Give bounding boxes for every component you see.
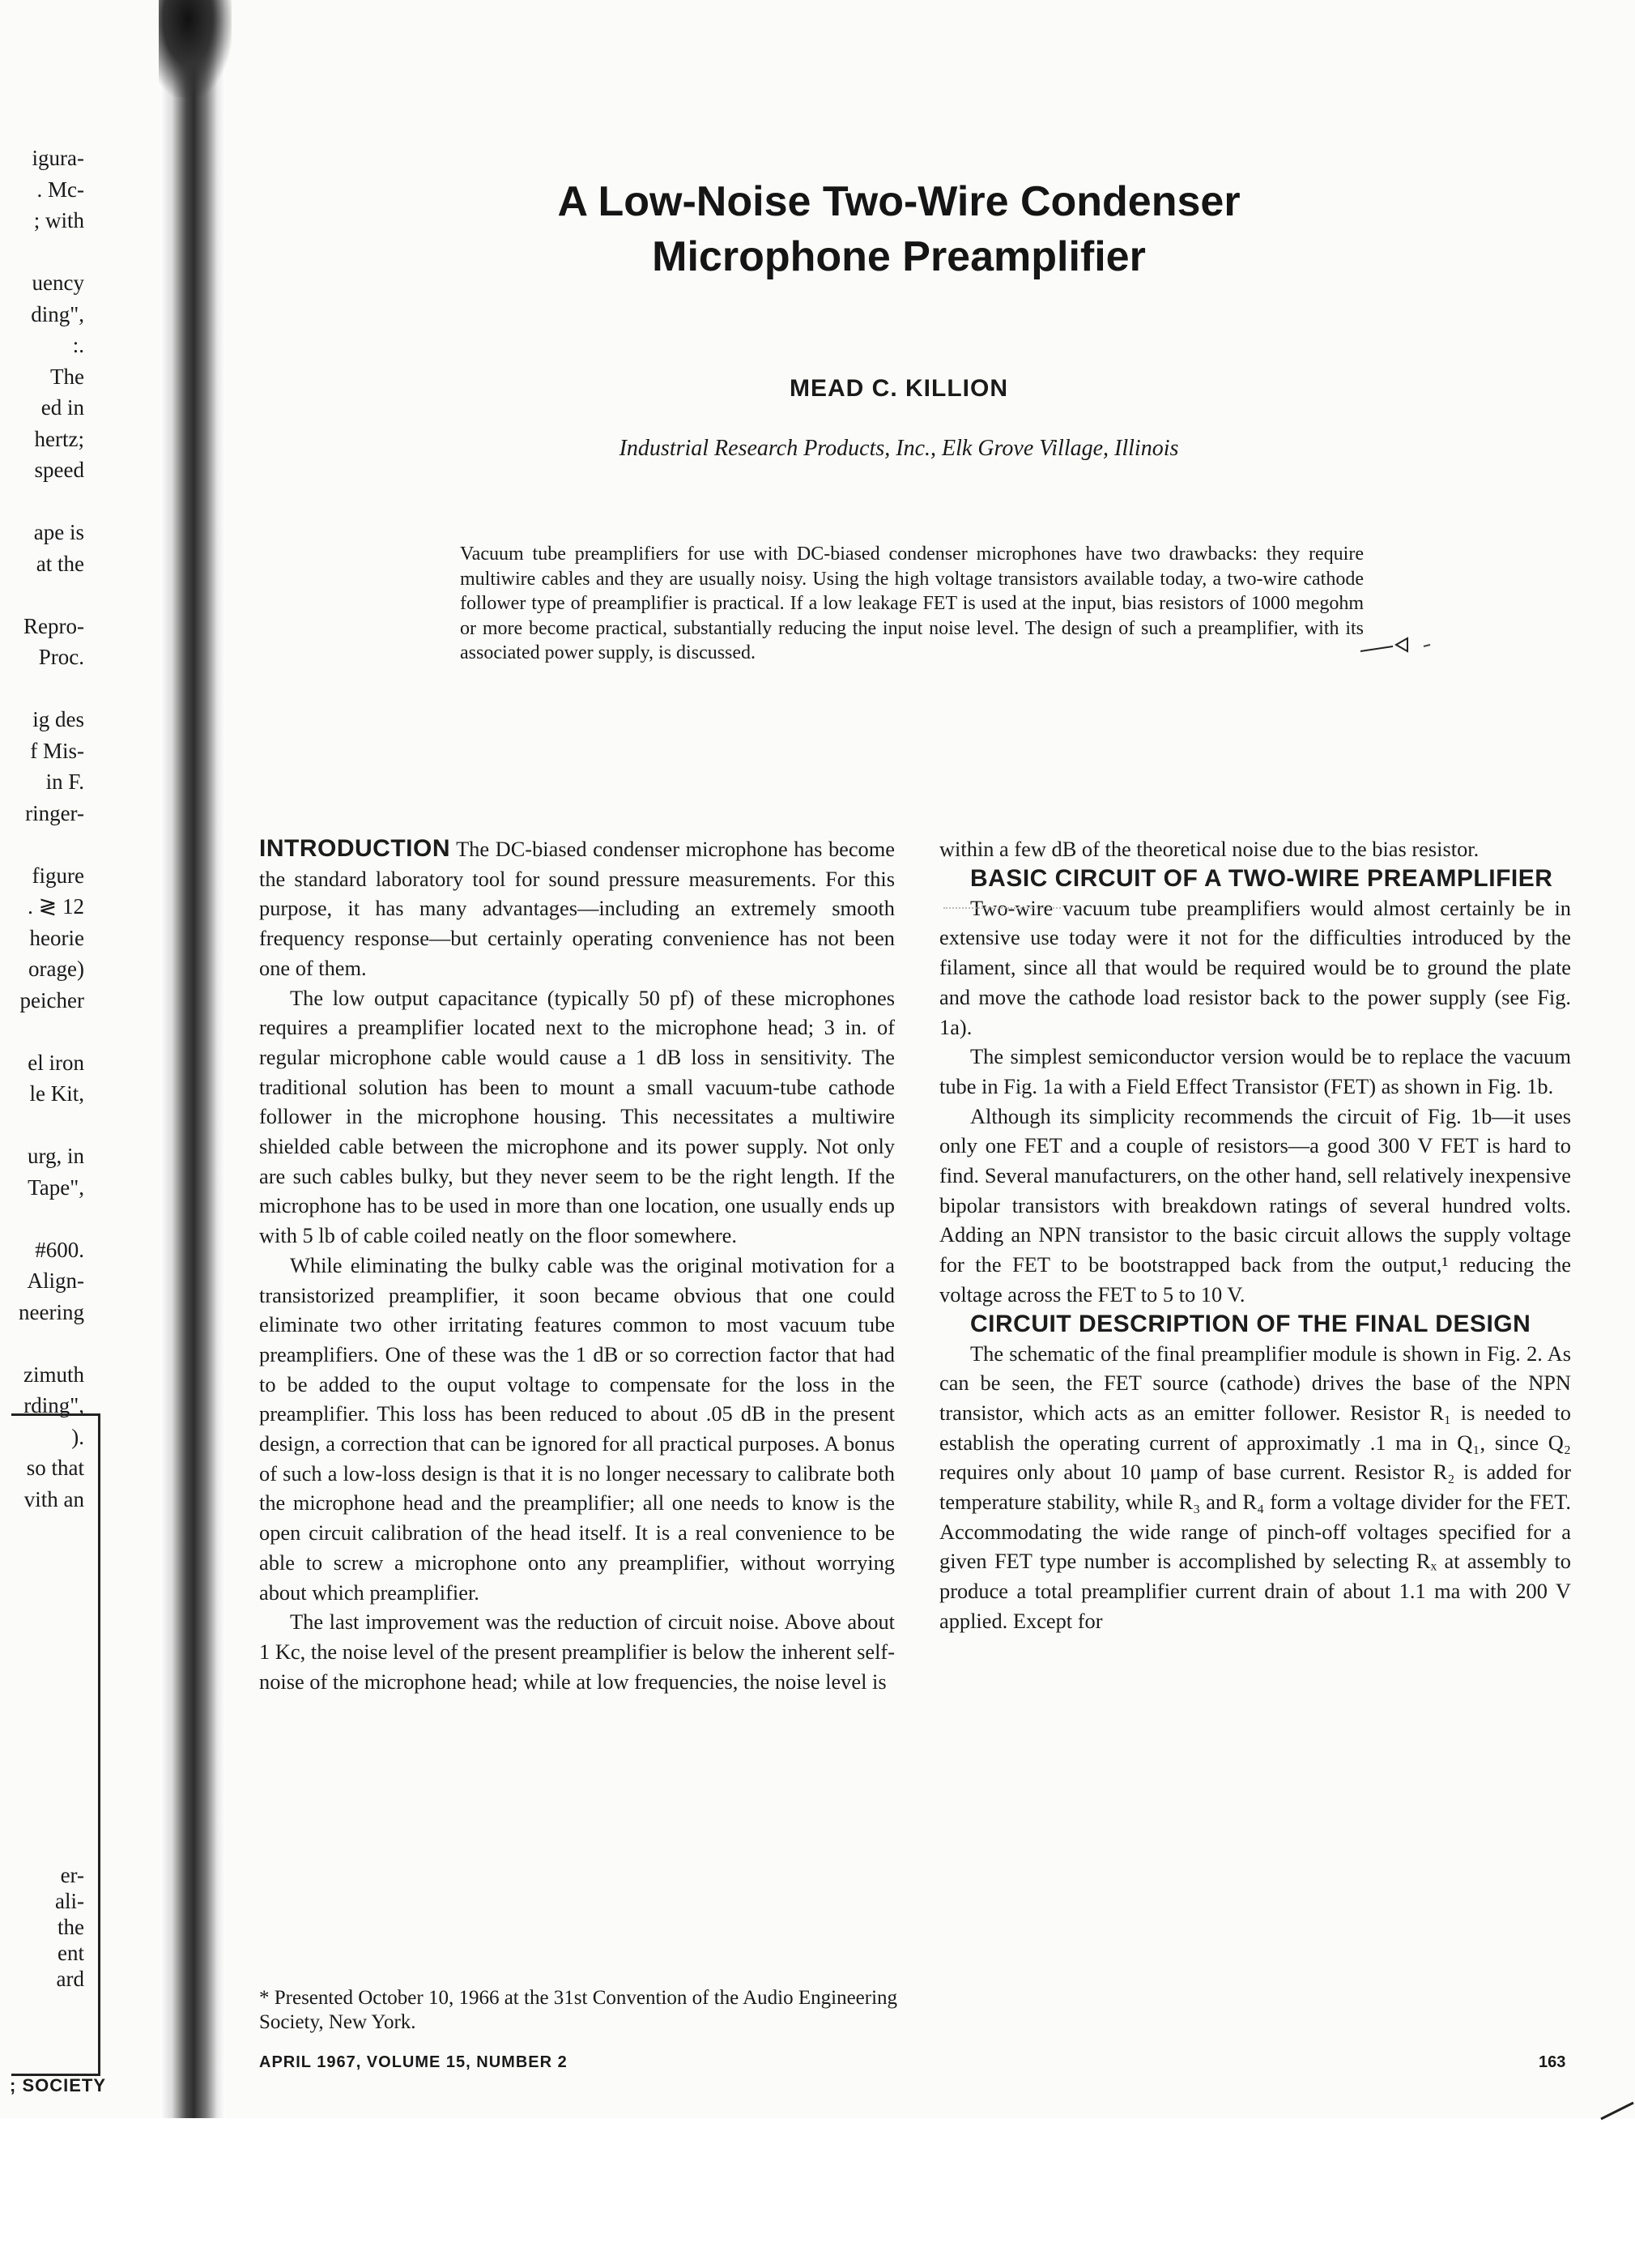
author-affiliation: Industrial Research Products, Inc., Elk Grove Village, Illinois	[619, 436, 1179, 461]
previous-page-fragment: :.	[72, 333, 84, 357]
previous-page-fragment: zimuth	[23, 1362, 84, 1387]
binding-shadow-top	[159, 0, 232, 97]
body-paragraph: within a few dB of the theoretical noise due to the bias resistor.	[939, 837, 1480, 861]
body-paragraph: The last improvement was the reduction of circuit noise. Above about 1 Kc, the noise level of the present preamplifier is below the inherent self-noise of the microphone head; while at low frequencies, the noise level is	[259, 1609, 895, 1694]
section-heading-circuit-description: CIRCUIT DESCRIPTION OF THE FINAL DESIGN	[970, 1310, 1531, 1337]
body-paragraph: While eliminating the bulky cable was the original motivation for a transistorized preamplifier, it soon became obvious that one could eliminate two other irritating features common to most vacuum tube preamplifiers. One of these was the 1 dB or so correction factor that had to be added to the ouput voltage to compensate for the loss in the preamplifier. This loss has been reduced to about .05 dB in the present design, a correction that can be ignored for all practical purposes. A bonus of such a low-loss design is that it is no longer necessary to calibrate both the microphone head and the preamplifier; all one needs to know is the open circuit calibration of the head itself. It is a real convenience to be able to screw a microphone onto any preamplifier, without worrying about which preamplifier.	[259, 1252, 895, 1605]
previous-page-fragment: igura-	[32, 146, 84, 170]
abstract: Vacuum tube preamplifiers for use with DC-biased condenser microphones have two drawbacks: they require multiwire cables and they are usually noisy. Using the high voltage transistors available today, a two-wire cathode follower type of preamplifier is practical. If a low leakage FET is used at the input, bias resistors of 1000 megohm or more become practical, substantially reducing the input noise level. The design of such a preamplifier, with its associated power supply, is discussed.	[460, 544, 1364, 663]
previous-page-fragment: uency	[32, 271, 84, 295]
previous-page-fragment: orage)	[28, 957, 84, 981]
scan-smudge	[943, 907, 1061, 909]
binding-shadow	[160, 0, 225, 2118]
page-number: 163	[1539, 2053, 1566, 2071]
footnote: * Presented October 10, 1966 at the 31st Convention of the Audio Engineering Society, New York.	[259, 1987, 898, 2033]
scan-margin	[0, 2118, 1635, 2268]
previous-page-fragment: ig des	[32, 707, 84, 731]
previous-page-fragment: #600.	[35, 1237, 84, 1262]
previous-page-fragment: ).	[71, 1424, 84, 1449]
previous-page-fragment: er-	[60, 1863, 84, 1887]
previous-page-fragment: ape is	[33, 520, 84, 544]
body-paragraph: The simplest semiconductor version would be to replace the vacuum tube in Fig. 1a with a Field Effect Transistor (FET) as shown in Fig. 1b.	[939, 1044, 1571, 1098]
author-name: MEAD C. KILLION	[790, 375, 1008, 402]
previous-page-fragment: ; with	[33, 208, 84, 232]
previous-page-society: ; SOCIETY	[10, 2075, 107, 2095]
previous-page-fragment: speed	[34, 458, 84, 482]
title-line-1: A Low-Noise Two-Wire Condenser	[557, 178, 1241, 225]
body-paragraph: Two-wire vacuum tube preamplifiers would almost certainly be in extensive use today were it not for the difficulties introduced by the filament, since all that would be required would be to ground the plate and move the cathode load resistor back to the power supply (see Fig. 1a).	[939, 895, 1571, 1039]
intro-text: The DC-biased condenser microphone has become the standard laboratory tool for sound pressure measurements. For this purpose, it has many advantages—including an extremely smooth frequency response—but certainly operating convenience has not been one of them.	[259, 837, 895, 980]
previous-page-fragment: in F.	[45, 770, 84, 794]
previous-page-fragment: Repro-	[23, 613, 84, 638]
previous-page-fragment: . ≷ 12	[28, 894, 84, 919]
previous-page-fragment: Tape",	[28, 1174, 84, 1200]
section-heading-basic-circuit: BASIC CIRCUIT OF A TWO-WIRE PREAMPLIFIER	[970, 864, 1553, 892]
pencil-mark	[1599, 2098, 1635, 2122]
previous-page-fragment: rding",	[23, 1393, 84, 1418]
left-column	[259, 834, 895, 1696]
previous-page-fragment: The	[50, 364, 84, 389]
previous-page-fragment: the	[57, 1915, 84, 1939]
previous-page-fragment: so that	[26, 1456, 84, 1480]
previous-page-fragment: Align-	[27, 1268, 84, 1293]
previous-page-fragment: Proc.	[38, 645, 84, 669]
previous-page-fragment: ed in	[40, 395, 84, 420]
introduction-heading: INTRODUCTION	[259, 835, 450, 862]
body-paragraph: The low output capacitance (typically 50 pf) of these microphones requires a preamplifier located next to the microphone head; 3 in. of regular microphone cable would cause a 1 dB loss in sensitivity. The traditional solution has been to mount a small vacuum-tube cathode follower in the microphone housing. This necessitates a multiwire shielded cable between the microphone and its power supply. Not only are such cables bulky, but they never seem to be the right length. If the microphone has to be used in more than one location, one usually ends up with 5 lb of cable coiled neatly on the floor somewhere.	[259, 985, 895, 1248]
previous-page-fragment: at the	[36, 551, 84, 576]
article-title	[453, 174, 1344, 284]
body-paragraph: The schematic of the final preamplifier module is shown in Fig. 2. As can be seen, the FET source (cathode) drives the base of the NPN transistor, which acts as an emitter follower. Resistor R₁ is needed to establish the operating current of approximatly .1 ma in Q₁, since Q₂ requires only about 10 μamp of base current. Resistor R₂ is added for temperature stability, while R₃ and R₄ form a voltage divider for the FET. Accommodating the wide range of pinch-off voltages specified for a given FET type number is accomplished by selecting Rₓ at assembly to produce a total preamplifier current drain of about 1.1 ma with 200 V applied. Except for	[939, 1341, 1571, 1633]
previous-page-fragment: hertz;	[34, 426, 84, 451]
previous-page-fragment: . Mc-	[36, 177, 84, 202]
previous-page-fragment: ent	[57, 1941, 84, 1965]
body-paragraph: Although its simplicity recommends the circuit of Fig. 1b—it uses only one FET and a couple of resistors—a good 300 V FET is hard to find. Several manufacturers, on the other hand, sell relatively inexpensive bipolar transistors with breakdown ratings of several hundred volts. Adding an NPN transistor to the basic circuit allows the supply voltage for the FET to be bootstrapped back from the output,¹ reducing the voltage across the FET to 5 to 10 V.	[939, 1103, 1571, 1307]
previous-page-fragment: heorie	[29, 925, 84, 950]
pencil-arrow-mark	[1360, 633, 1450, 658]
previous-page-fragment: ali-	[55, 1889, 84, 1913]
title-line-2: Microphone Preamplifier	[652, 233, 1146, 280]
previous-page-fragment: vith an	[23, 1486, 84, 1511]
previous-page-fragment: neering	[19, 1299, 84, 1324]
previous-page-fragment: el iron	[28, 1050, 84, 1075]
intro-paragraph	[259, 834, 895, 983]
previous-page-fragment: f Mis-	[30, 738, 84, 763]
right-column	[939, 834, 1571, 1636]
previous-page-fragment: ringer-	[25, 800, 84, 825]
previous-page-fragment: ard	[56, 1967, 84, 1991]
journal-issue-footer: APRIL 1967, VOLUME 15, NUMBER 2	[259, 2053, 568, 2071]
previous-page-fragment: urg, in	[27, 1144, 84, 1168]
previous-page-fragment: le Kit,	[29, 1081, 84, 1106]
previous-page-fragment: ding",	[31, 301, 84, 326]
previous-page-fragment: peicher	[19, 987, 84, 1013]
previous-page-fragment: figure	[32, 863, 84, 888]
